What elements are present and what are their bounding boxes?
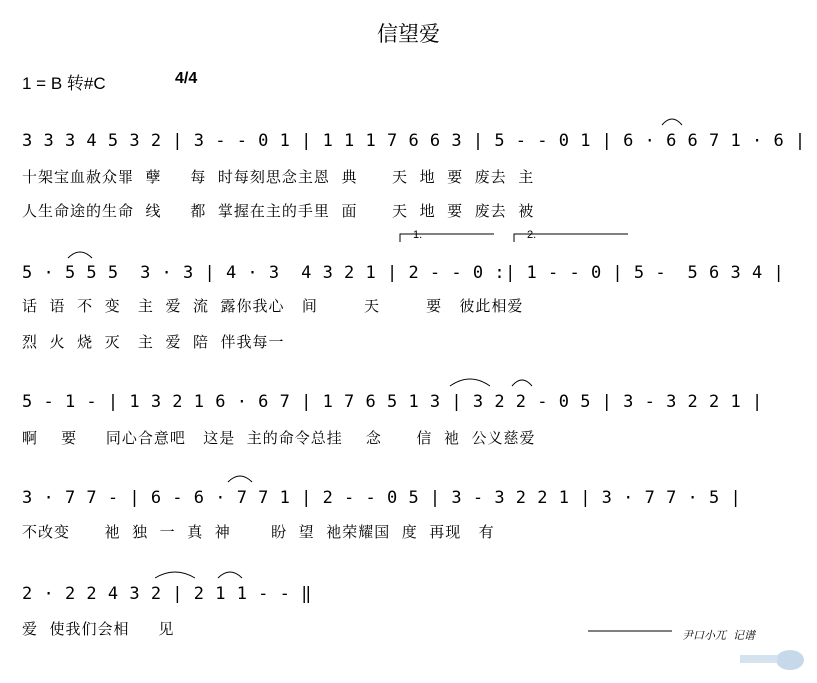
slur [155,572,195,578]
lyric-line-3: 啊 要 同心合意吧 这是 主的命令总挂 念 信 祂 公义慈爱 [22,429,536,447]
lyric-line-4: 不改变 祂 独 一 真 神 盼 望 祂荣耀国 度 再现 有 [22,523,495,541]
transcriber-credit: 尹口小兀 记谱 [682,629,755,642]
notes-line-5: 2 · 2 2 4 3 2 | 2 1 1 - - ‖ [22,584,312,604]
notes-line-1: 3 3 3 4 5 3 2 | 3 - - 0 1 | 1 1 1 7 6 6 3 | 5 - - 0 1 | 6 · 6 6 7 1 · 6 | [22,131,806,151]
slur [662,119,682,125]
lyric-line-5: 爱 使我们会相 见 [22,620,175,638]
slur [228,476,252,482]
slur [218,572,242,578]
lyric-line-1b: 人生命途的生命 线 都 掌握在主的手里 面 天 地 要 废去 被 [22,202,535,220]
time-signature: 4/4 [175,70,198,87]
notes-line-4: 3 · 7 7 - | 6 - 6 · 7 7 1 | 2 - - 0 5 | 3 - 3 2 2 1 | 3 · 7 7 · 5 | [22,488,742,508]
slur [450,379,490,386]
volta-2-label: 2. [527,229,537,241]
notes-line-3: 5 - 1 - | 1 3 2 1 6 · 6 7 | 1 7 6 5 1 3 | 3 2 2 - 0 5 | 3 - 3 2 2 1 | [22,392,763,412]
slur [512,380,532,386]
notes-line-2: 5 · 5 5 5 3 · 3 | 4 · 3 4 3 2 1 | 2 - - 0 :| 1 - - 0 | 5 - 5 6 3 4 | [22,263,785,283]
lyric-line-1a: 十架宝血赦众罪 孽 每 时每刻思念主恩 典 天 地 要 废去 主 [22,168,535,186]
key-signature: 1 = B 转#C [22,74,106,93]
lyric-line-2a: 话 语 不 变 主 爱 流 露你我心 间 天 要 彼此相爱 [22,297,524,315]
page-title: 信望爱 [377,22,440,46]
volta-1-label: 1. [413,229,423,241]
lyric-line-2b: 烈 火 烧 灭 主 爱 陪 伴我每一 [22,333,285,351]
slur [68,252,92,258]
watermark-logo [740,650,804,670]
